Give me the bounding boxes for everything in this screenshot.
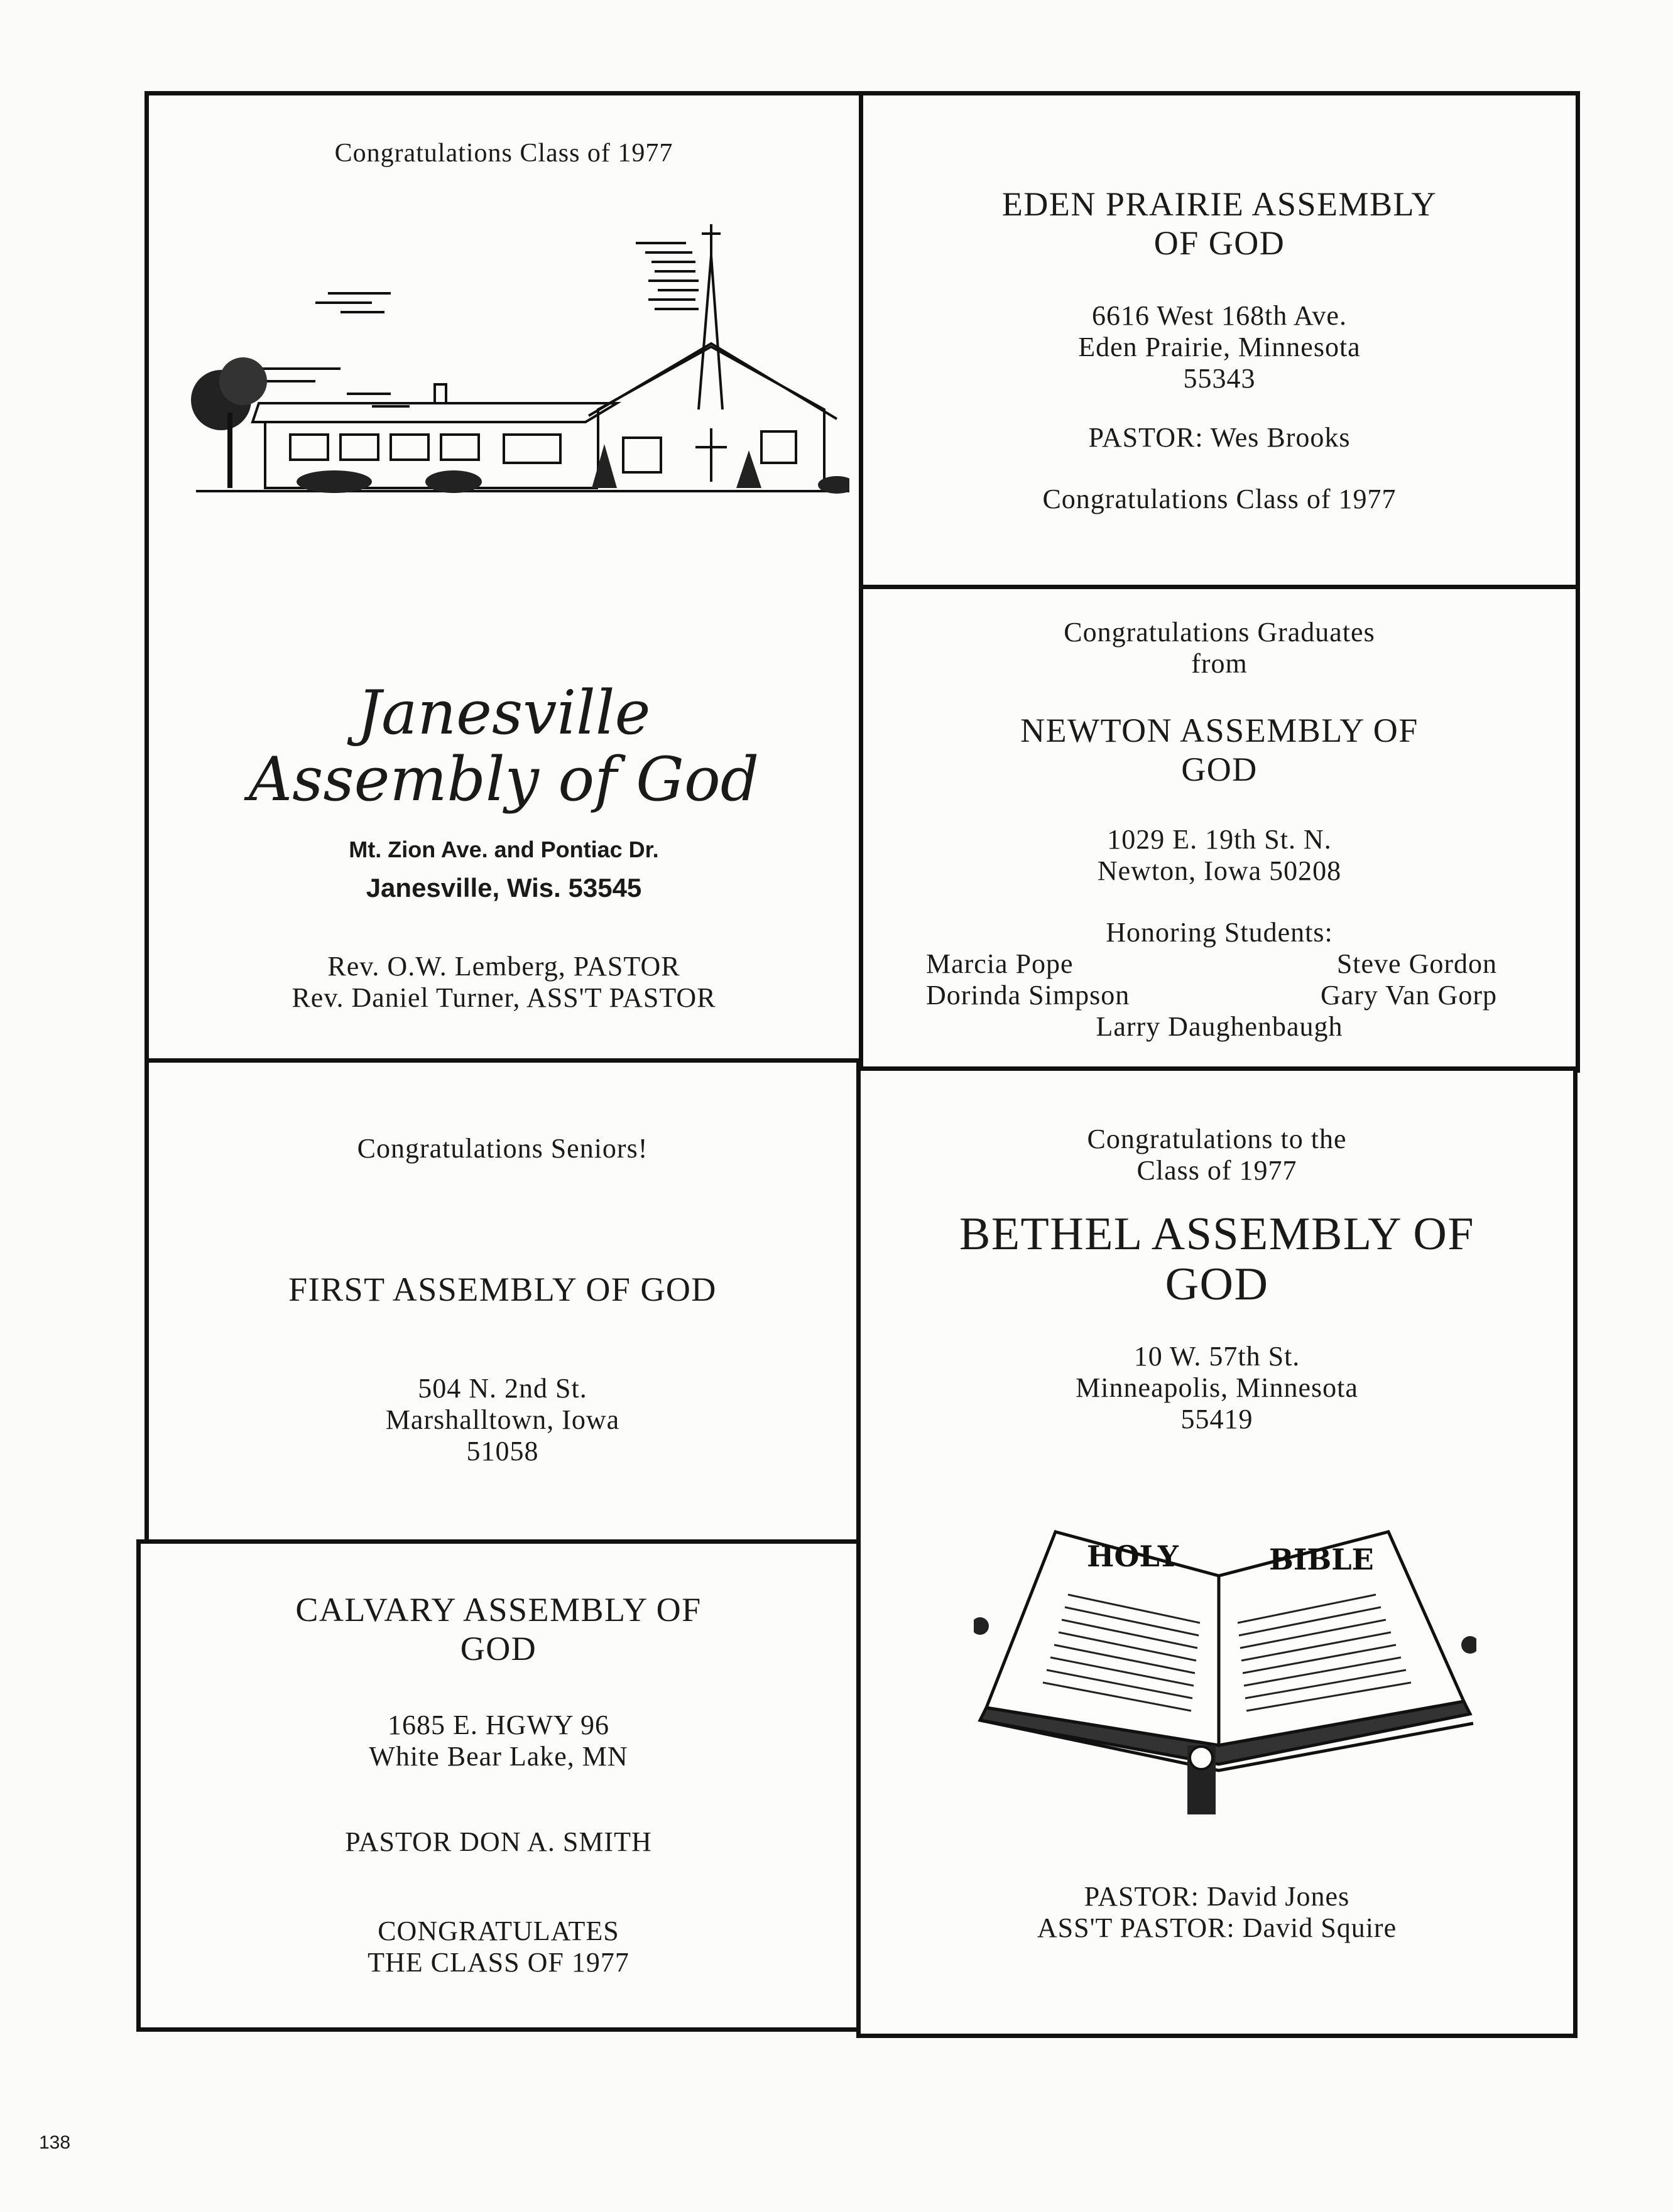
janesville-pastor: Rev. O.W. Lemberg, PASTOR	[327, 951, 680, 982]
bible-word-holy: HOLY	[1087, 1539, 1179, 1573]
ad-first-assembly	[144, 1058, 861, 1544]
newton-honoring-label: Honoring Students:	[1106, 917, 1333, 948]
bethel-name: BETHEL ASSEMBLY OF GOD	[959, 1208, 1474, 1310]
page-number: 138	[39, 2132, 71, 2153]
eden-prairie-closing: Congratulations Class of 1977	[1042, 484, 1397, 514]
first-intro: Congratulations Seniors!	[357, 1133, 648, 1164]
holy-bible-illustration-icon	[974, 1519, 1476, 1814]
student-name: Larry Daughenbaugh	[1096, 1011, 1343, 1042]
newton-students-row2	[926, 980, 1497, 1011]
student-name: Dorinda Simpson	[926, 980, 1130, 1011]
newton-intro: Congratulations Graduates from	[1064, 617, 1375, 679]
calvary-name: CALVARY ASSEMBLY OF GOD	[295, 1591, 702, 1667]
first-name: FIRST ASSEMBLY OF GOD	[288, 1271, 717, 1308]
calvary-closing: CONGRATULATES THE CLASS OF 1977	[368, 1916, 629, 1978]
church-illustration-icon	[183, 205, 849, 494]
first-address: 504 N. 2nd St. Marshalltown, Iowa 51058	[385, 1373, 620, 1467]
bethel-address: 10 W. 57th St. Minneapolis, Minnesota 55419	[1076, 1341, 1358, 1434]
janesville-top-line: Congratulations Class of 1977	[334, 139, 673, 168]
eden-prairie-pastor: PASTOR: Wes Brooks	[1088, 422, 1351, 453]
newton-name: NEWTON ASSEMBLY OF GOD	[1020, 712, 1419, 788]
bible-word-bible: BIBLE	[1269, 1542, 1374, 1576]
ad-newton	[859, 585, 1580, 1073]
ad-janesville	[144, 91, 863, 1063]
ad-bethel	[856, 1066, 1578, 2038]
janesville-address1: Mt. Zion Ave. and Pontiac Dr.	[349, 837, 659, 862]
bethel-intro: Congratulations to the Class of 1977	[1087, 1124, 1347, 1186]
bethel-pastor: PASTOR: David Jones	[1084, 1881, 1350, 1912]
student-name: Marcia Pope	[926, 948, 1074, 979]
janesville-address2: Janesville, Wis. 53545	[366, 873, 642, 903]
newton-students-row1	[926, 948, 1497, 980]
calvary-pastor: PASTOR DON A. SMITH	[345, 1826, 652, 1857]
eden-prairie-address: 6616 West 168th Ave. Eden Prairie, Minnesota 55343	[1078, 300, 1361, 394]
janesville-name-line2: Assembly of God	[248, 744, 760, 815]
eden-prairie-name: EDEN PRAIRIE ASSEMBLY OF GOD	[1001, 185, 1437, 262]
janesville-name-line1: Janesville	[357, 678, 651, 748]
newton-address: 1029 E. 19th St. N. Newton, Iowa 50208	[1097, 824, 1342, 886]
bethel-asst-pastor: ASS'T PASTOR: David Squire	[1037, 1912, 1397, 1943]
ad-eden-prairie	[859, 91, 1580, 589]
ad-calvary	[136, 1539, 861, 2032]
calvary-address: 1685 E. HGWY 96 White Bear Lake, MN	[369, 1710, 628, 1772]
janesville-asst-pastor: Rev. Daniel Turner, ASS'T PASTOR	[292, 982, 716, 1013]
student-name: Steve Gordon	[1336, 948, 1497, 979]
student-name: Gary Van Gorp	[1320, 980, 1497, 1011]
